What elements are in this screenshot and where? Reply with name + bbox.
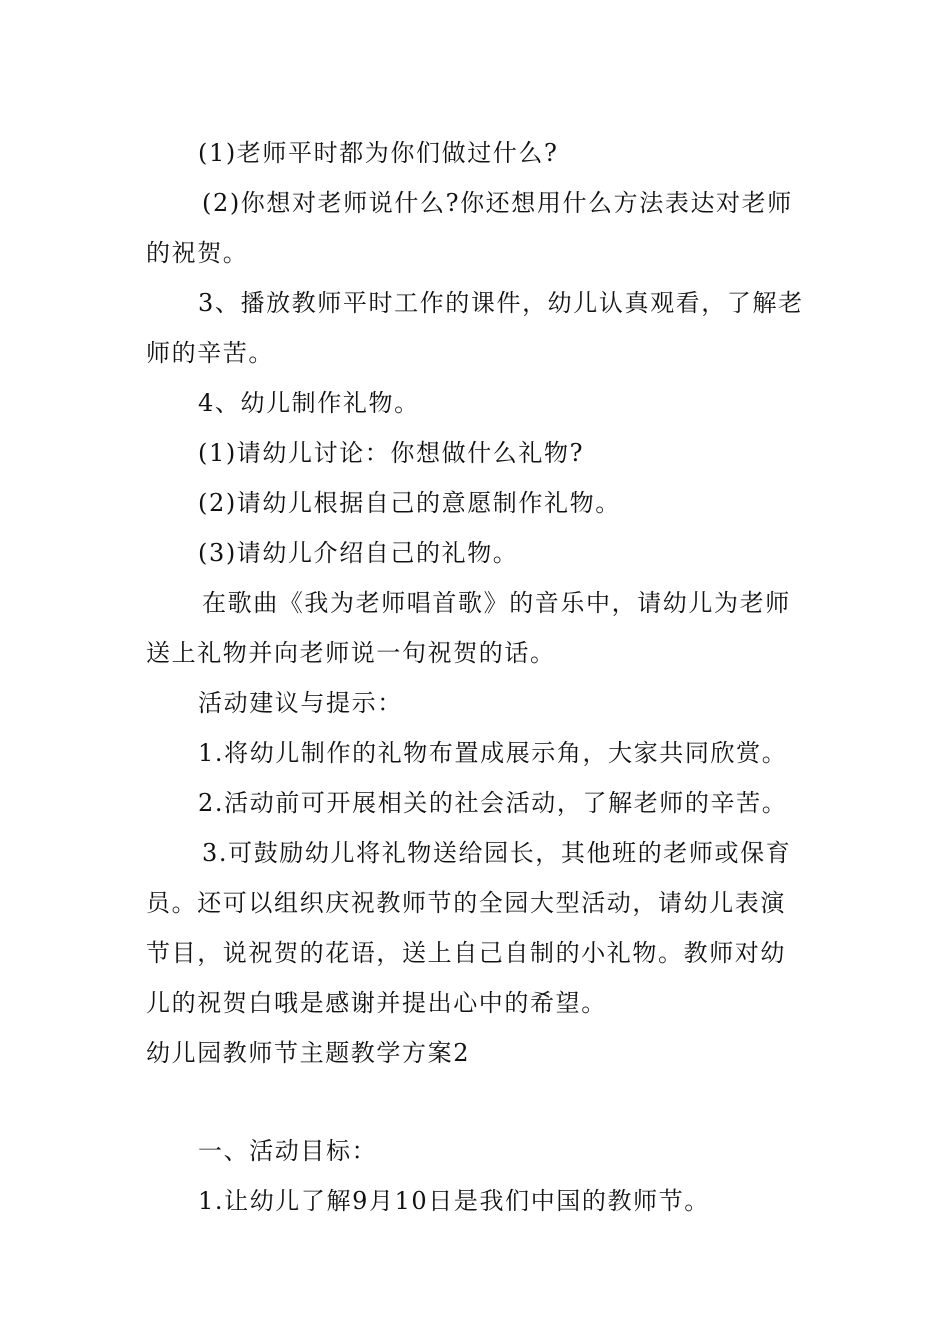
paragraph-line: 3.可鼓励幼儿将礼物送给园长，其他班的老师或保育 [202,839,792,867]
paragraph-line: 1.将幼儿制作的礼物布置成展示角，大家共同欣赏。 [198,739,788,767]
document-section-title: 幼儿园教师节主题教学方案2 [146,1039,471,1067]
paragraph-line: 送上礼物并向老师说一句祝贺的话。 [146,639,556,667]
paragraph-line: (2)你想对老师说什么?你还想用什么方法表达对老师 [202,189,793,217]
paragraph-line: 在歌曲《我为老师唱首歌》的音乐中，请幼儿为老师 [202,589,791,617]
paragraph-line: 师的辛苦。 [146,339,274,367]
paragraph-line: (3)请幼儿介绍自己的礼物。 [198,539,519,567]
paragraph-line: 3、播放教师平时工作的课件，幼儿认真观看，了解老 [198,289,804,317]
paragraph-line: 儿的祝贺白哦是感谢并提出心中的希望。 [146,989,607,1017]
paragraph-line: (1)请幼儿讨论：你想做什么礼物? [198,439,585,467]
paragraph-line: 4、幼儿制作礼物。 [198,389,420,417]
paragraph-line: 1.让幼儿了解9月10日是我们中国的教师节。 [198,1187,710,1215]
paragraph-line: 节目，说祝贺的花语，送上自己自制的小礼物。教师对幼 [146,939,786,967]
section-heading: 活动建议与提示： [198,689,403,717]
paragraph-line: (1)老师平时都为你们做过什么? [198,139,559,167]
section-heading: 一、活动目标： [198,1137,378,1165]
paragraph-line: 员。还可以组织庆祝教师节的全园大型活动，请幼儿表演 [146,889,786,917]
paragraph-line: (2)请幼儿根据自己的意愿制作礼物。 [198,489,621,517]
paragraph-line: 的祝贺。 [146,239,249,267]
paragraph-line: 2.活动前可开展相关的社会活动，了解老师的辛苦。 [198,789,788,817]
